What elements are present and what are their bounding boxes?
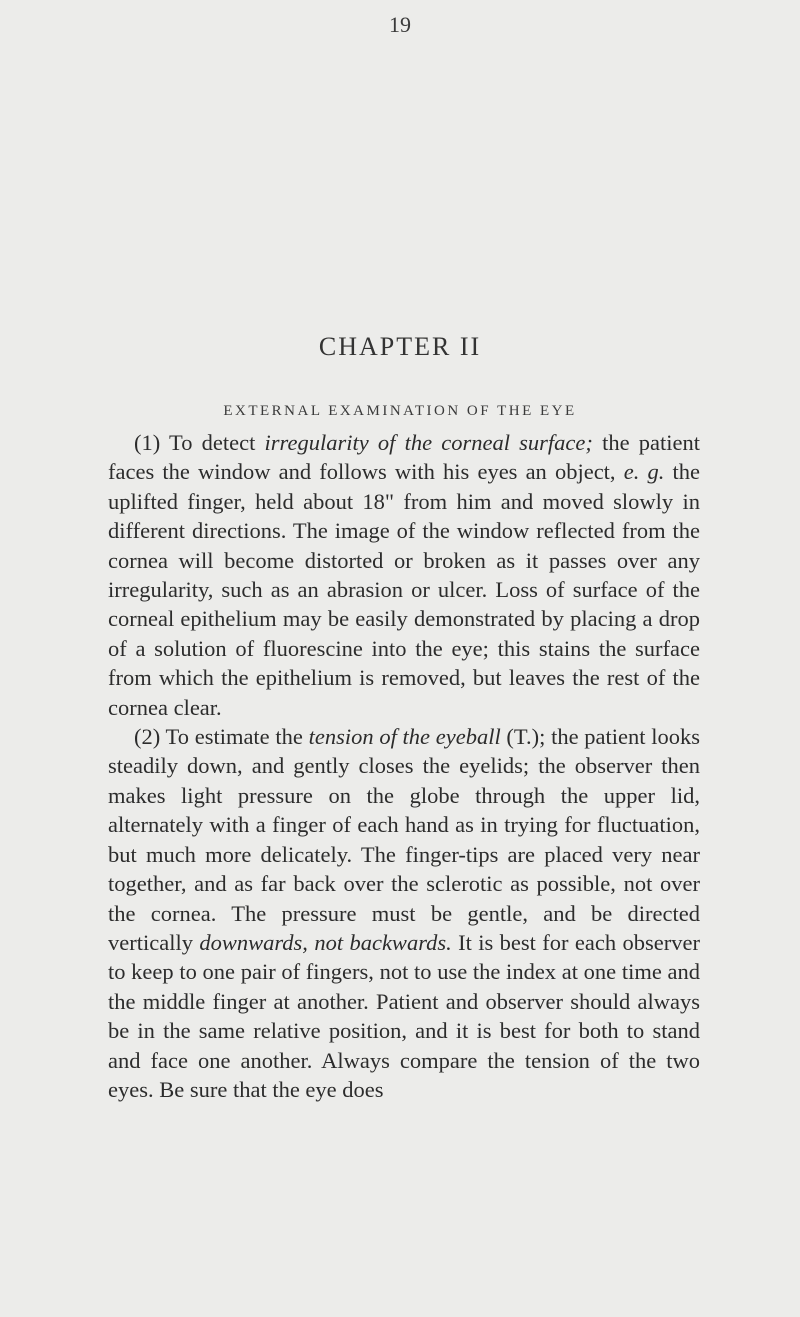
paragraph-2: [108, 722, 700, 1104]
chapter-title: CHAPTER II: [318, 332, 482, 361]
paragraph-number: (1): [134, 430, 161, 455]
section-heading: EXTERNAL EXAMINATION OF THE EYE: [223, 403, 577, 419]
body-text: [108, 428, 700, 1104]
paragraph-text: the patient faces the window and follows with his eyes an object,: [108, 430, 700, 485]
paragraph-text: To detect: [160, 430, 265, 455]
paragraph-emphasis: downwards, not backwards.: [199, 929, 452, 955]
paragraph-emphasis: tension of the eyeball: [308, 724, 501, 750]
paragraph-text: the uplifted finger, held about 18" from him and moved slowly in different directions. The image of the window reflected from the cornea will become distorted or broken as it passes over any irregularity, such as an abrasion or ulcer. Loss of surface of the corneal epithelium may be easily demonstrated by placing a drop of a solution of fluorescine into the eye; this stains the surface from which the epithelium is removed, but leaves the rest of the cornea clear.: [108, 459, 700, 720]
paragraph-emphasis: e. g.: [623, 459, 665, 485]
paragraph-text: To estimate the: [160, 724, 309, 750]
paragraph-text: (T.); the patient looks steadily down, and gently closes the eyelids; the observer then makes light pressure on the globe through the upper lid, alternately with a finger of each hand as in trying for fluctuation, but much more delicately. The finger-tips are placed very near together, and as far back over the sclerotic as possible, not over the cornea. The pressure must be gentle, and be directed vertically: [108, 724, 700, 955]
paragraph-1: [108, 428, 700, 722]
page-number: 19: [389, 12, 411, 37]
paragraph-text: It is best for each observer to keep to one pair of fingers, not to use the index at one time and the middle finger at another. Patient and observer should always be in the same relative position, and it is best for both to stand and face one another. Always compare the tension of the two eyes. Be sure that the eye does: [108, 929, 700, 1102]
paragraph-emphasis: irregularity of the corneal surface;: [264, 430, 593, 455]
paragraph-number: (2): [134, 724, 161, 750]
